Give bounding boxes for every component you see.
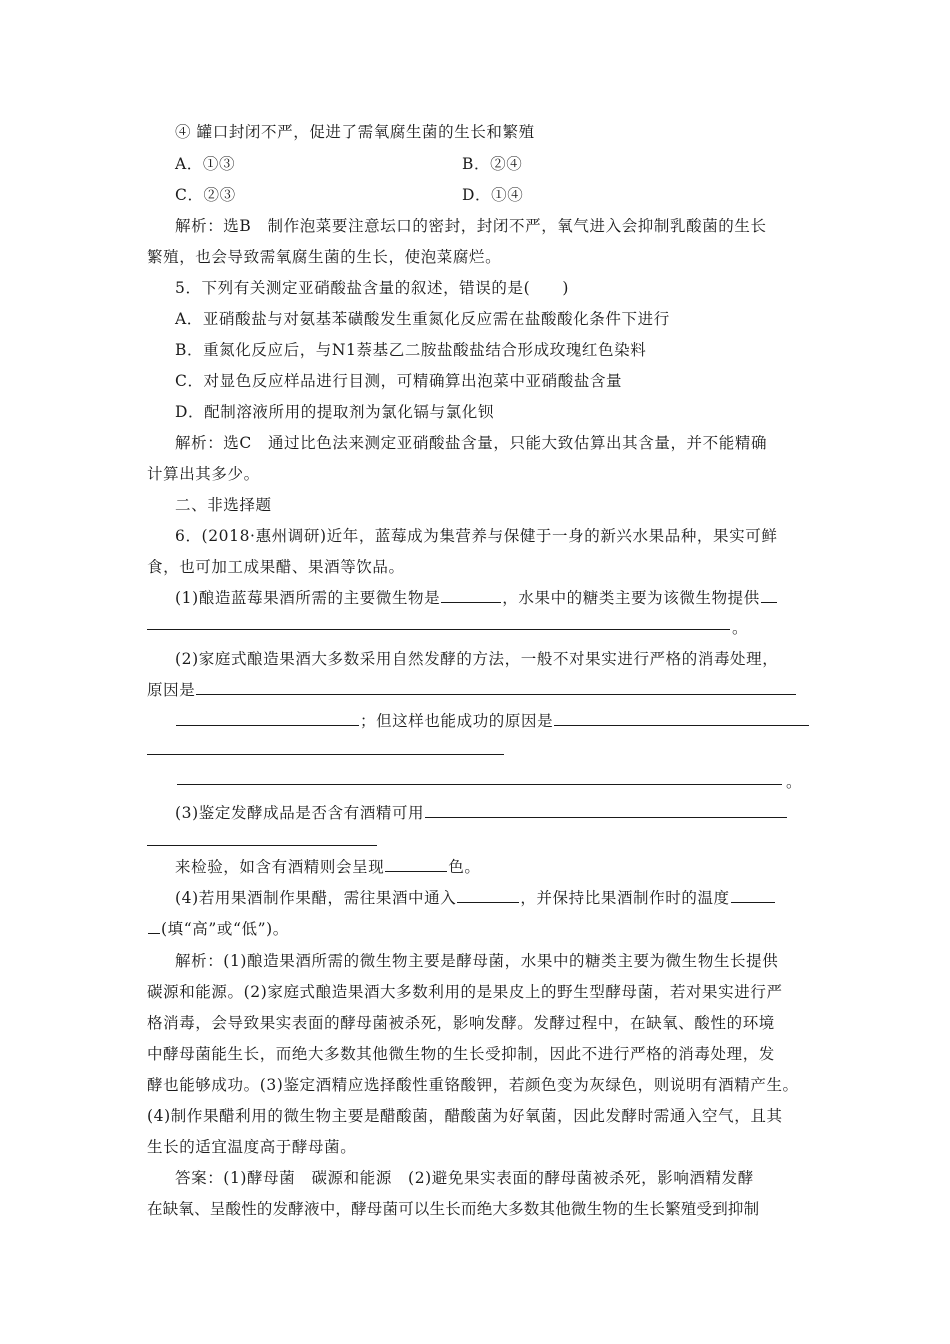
q6-part4-line-2 (147, 918, 289, 940)
q5-option-d: D．配制溶液所用的提取剂为氯化镉与氯化钡 (175, 403, 494, 421)
q6-part2-line-1: (2)家庭式酿造果酒大多数采用自然发酵的方法，一般不对果实进行严格的消毒处理， (175, 650, 779, 668)
q6-part4-line-1 (175, 887, 776, 909)
answer-blank[interactable] (761, 588, 777, 603)
answer-blank-line[interactable] (147, 754, 504, 755)
answer-blank-line[interactable] (147, 629, 730, 630)
q5-option-c: C．对显色反应样品进行目测，可精确算出泡菜中亚硝酸盐含量 (175, 372, 623, 390)
q6-part3-text-b: 来检验，如含有酒精则会呈现 (175, 858, 385, 876)
q5-stem: 5．下列有关测定亚硝酸盐含量的叙述，错误的是( ) (175, 279, 570, 297)
q6-part3-line-1 (175, 802, 788, 824)
q6-part1-period: 。 (732, 619, 749, 637)
answer-blank[interactable] (441, 588, 501, 603)
answer-blank[interactable] (425, 803, 787, 818)
answer-blank-line[interactable] (147, 845, 377, 846)
q6-part3-text-c: 色。 (448, 858, 481, 876)
q6-part3-text: (3)鉴定发酵成品是否含有酒精可用 (175, 804, 425, 822)
q6-part2-success-label: ；但这样也能成功的原因是 (360, 712, 554, 730)
q6-part4-text-a: (4)若用果酒制作果醋，需往果酒中通入 (175, 889, 457, 907)
answer-blank[interactable] (196, 680, 796, 695)
q4-option-b: B．②④ (462, 155, 523, 173)
q6-analysis-line-2: 碳源和能源。(2)家庭式酿造果酒大多数利用的是果皮上的野生型酵母菌，若对果实进行严 (147, 983, 783, 1001)
q6-part1-line (175, 587, 778, 609)
q6-analysis-line-3: 格消毒，会导致果实表面的酵母菌被杀死，影响发酵。发酵过程中，在缺氧、酸性的环境 (147, 1014, 775, 1032)
q6-part2-line-3 (175, 710, 810, 732)
q6-stem-line-1: 6．(2018·惠州调研)近年，蓝莓成为集营养与保健于一身的新兴水果品种，果实可鲜 (175, 527, 778, 545)
q4-analysis-line-1: 解析：选B 制作泡菜要注意坛口的密封，封闭不严，氧气进入会抑制乳酸菌的生长 (175, 217, 767, 235)
answer-blank[interactable] (176, 711, 359, 726)
answer-blank-line[interactable] (177, 784, 782, 785)
answer-blank[interactable] (457, 888, 519, 903)
q6-part2-period: 。 (786, 773, 803, 791)
q6-analysis-line-1: 解析：(1)酿造果酒所需的微生物主要是酵母菌，水果中的糖类主要为微生物生长提供 (175, 952, 779, 970)
q4-option-d: D．①④ (462, 186, 524, 204)
q6-part2-line-2 (147, 679, 797, 701)
q6-answer-line-2: 在缺氧、呈酸性的发酵液中，酵母菌可以生长而绝大多数其他微生物的生长繁殖受到抑制 (147, 1200, 760, 1218)
q4-analysis-line-2: 繁殖，也会导致需氧腐生菌的生长，使泡菜腐烂。 (147, 248, 502, 266)
q6-part3-line-2 (175, 856, 481, 878)
q6-analysis-line-6: (4)制作果醋利用的微生物主要是醋酸菌，醋酸菌为好氧菌，因此发酵时需通入空气，且其 (147, 1107, 783, 1125)
answer-blank[interactable] (554, 711, 809, 726)
q6-part4-hint: (填“高”或“低”)。 (161, 920, 289, 938)
q5-option-b: B．重氮化反应后，与N1萘基乙二胺盐酸盐结合形成玫瑰红色染料 (175, 341, 647, 359)
q6-analysis-line-4: 中酵母菌能生长，而绝大多数其他微生物的生长受抑制，因此不进行严格的消毒处理，发 (147, 1045, 775, 1063)
q4-option-c: C．②③ (175, 186, 236, 204)
section-heading: 二、非选择题 (175, 496, 272, 514)
q4-item-4: ④ 罐口封闭不严，促进了需氧腐生菌的生长和繁殖 (175, 123, 535, 141)
q4-option-a: A．①③ (175, 155, 236, 173)
q6-answer-line-1: 答案：(1)酵母菌 碳源和能源 (2)避免果实表面的酵母菌被杀死，影响酒精发酵 (175, 1169, 754, 1187)
q5-option-a: A．亚硝酸盐与对氨基苯磺酸发生重氮化反应需在盐酸酸化条件下进行 (175, 310, 670, 328)
q6-stem-line-2: 食，也可加工成果醋、果酒等饮品。 (147, 558, 405, 576)
q6-part2-reason-label: 原因是 (147, 681, 196, 699)
q6-part1-text-b: ，水果中的糖类主要为该微生物提供 (502, 589, 760, 607)
q6-part4-text-b: ，并保持比果酒制作时的温度 (520, 889, 730, 907)
q5-analysis-line-2: 计算出其多少。 (147, 465, 260, 483)
q6-part1-text-a: (1)酿造蓝莓果酒所需的主要微生物是 (175, 589, 441, 607)
answer-blank[interactable] (385, 857, 447, 872)
q6-analysis-line-5: 酵也能够成功。(3)鉴定酒精应选择酸性重铬酸钾，若颜色变为灰绿色，则说明有酒精产生。 (147, 1076, 799, 1094)
q5-analysis-line-1: 解析：选C 通过比色法来测定亚硝酸盐含量，只能大致估算出其含量，并不能精确 (175, 434, 768, 452)
answer-blank[interactable] (731, 888, 775, 903)
q6-analysis-line-7: 生长的适宜温度高于酵母菌。 (147, 1138, 357, 1156)
answer-blank[interactable] (148, 919, 160, 934)
